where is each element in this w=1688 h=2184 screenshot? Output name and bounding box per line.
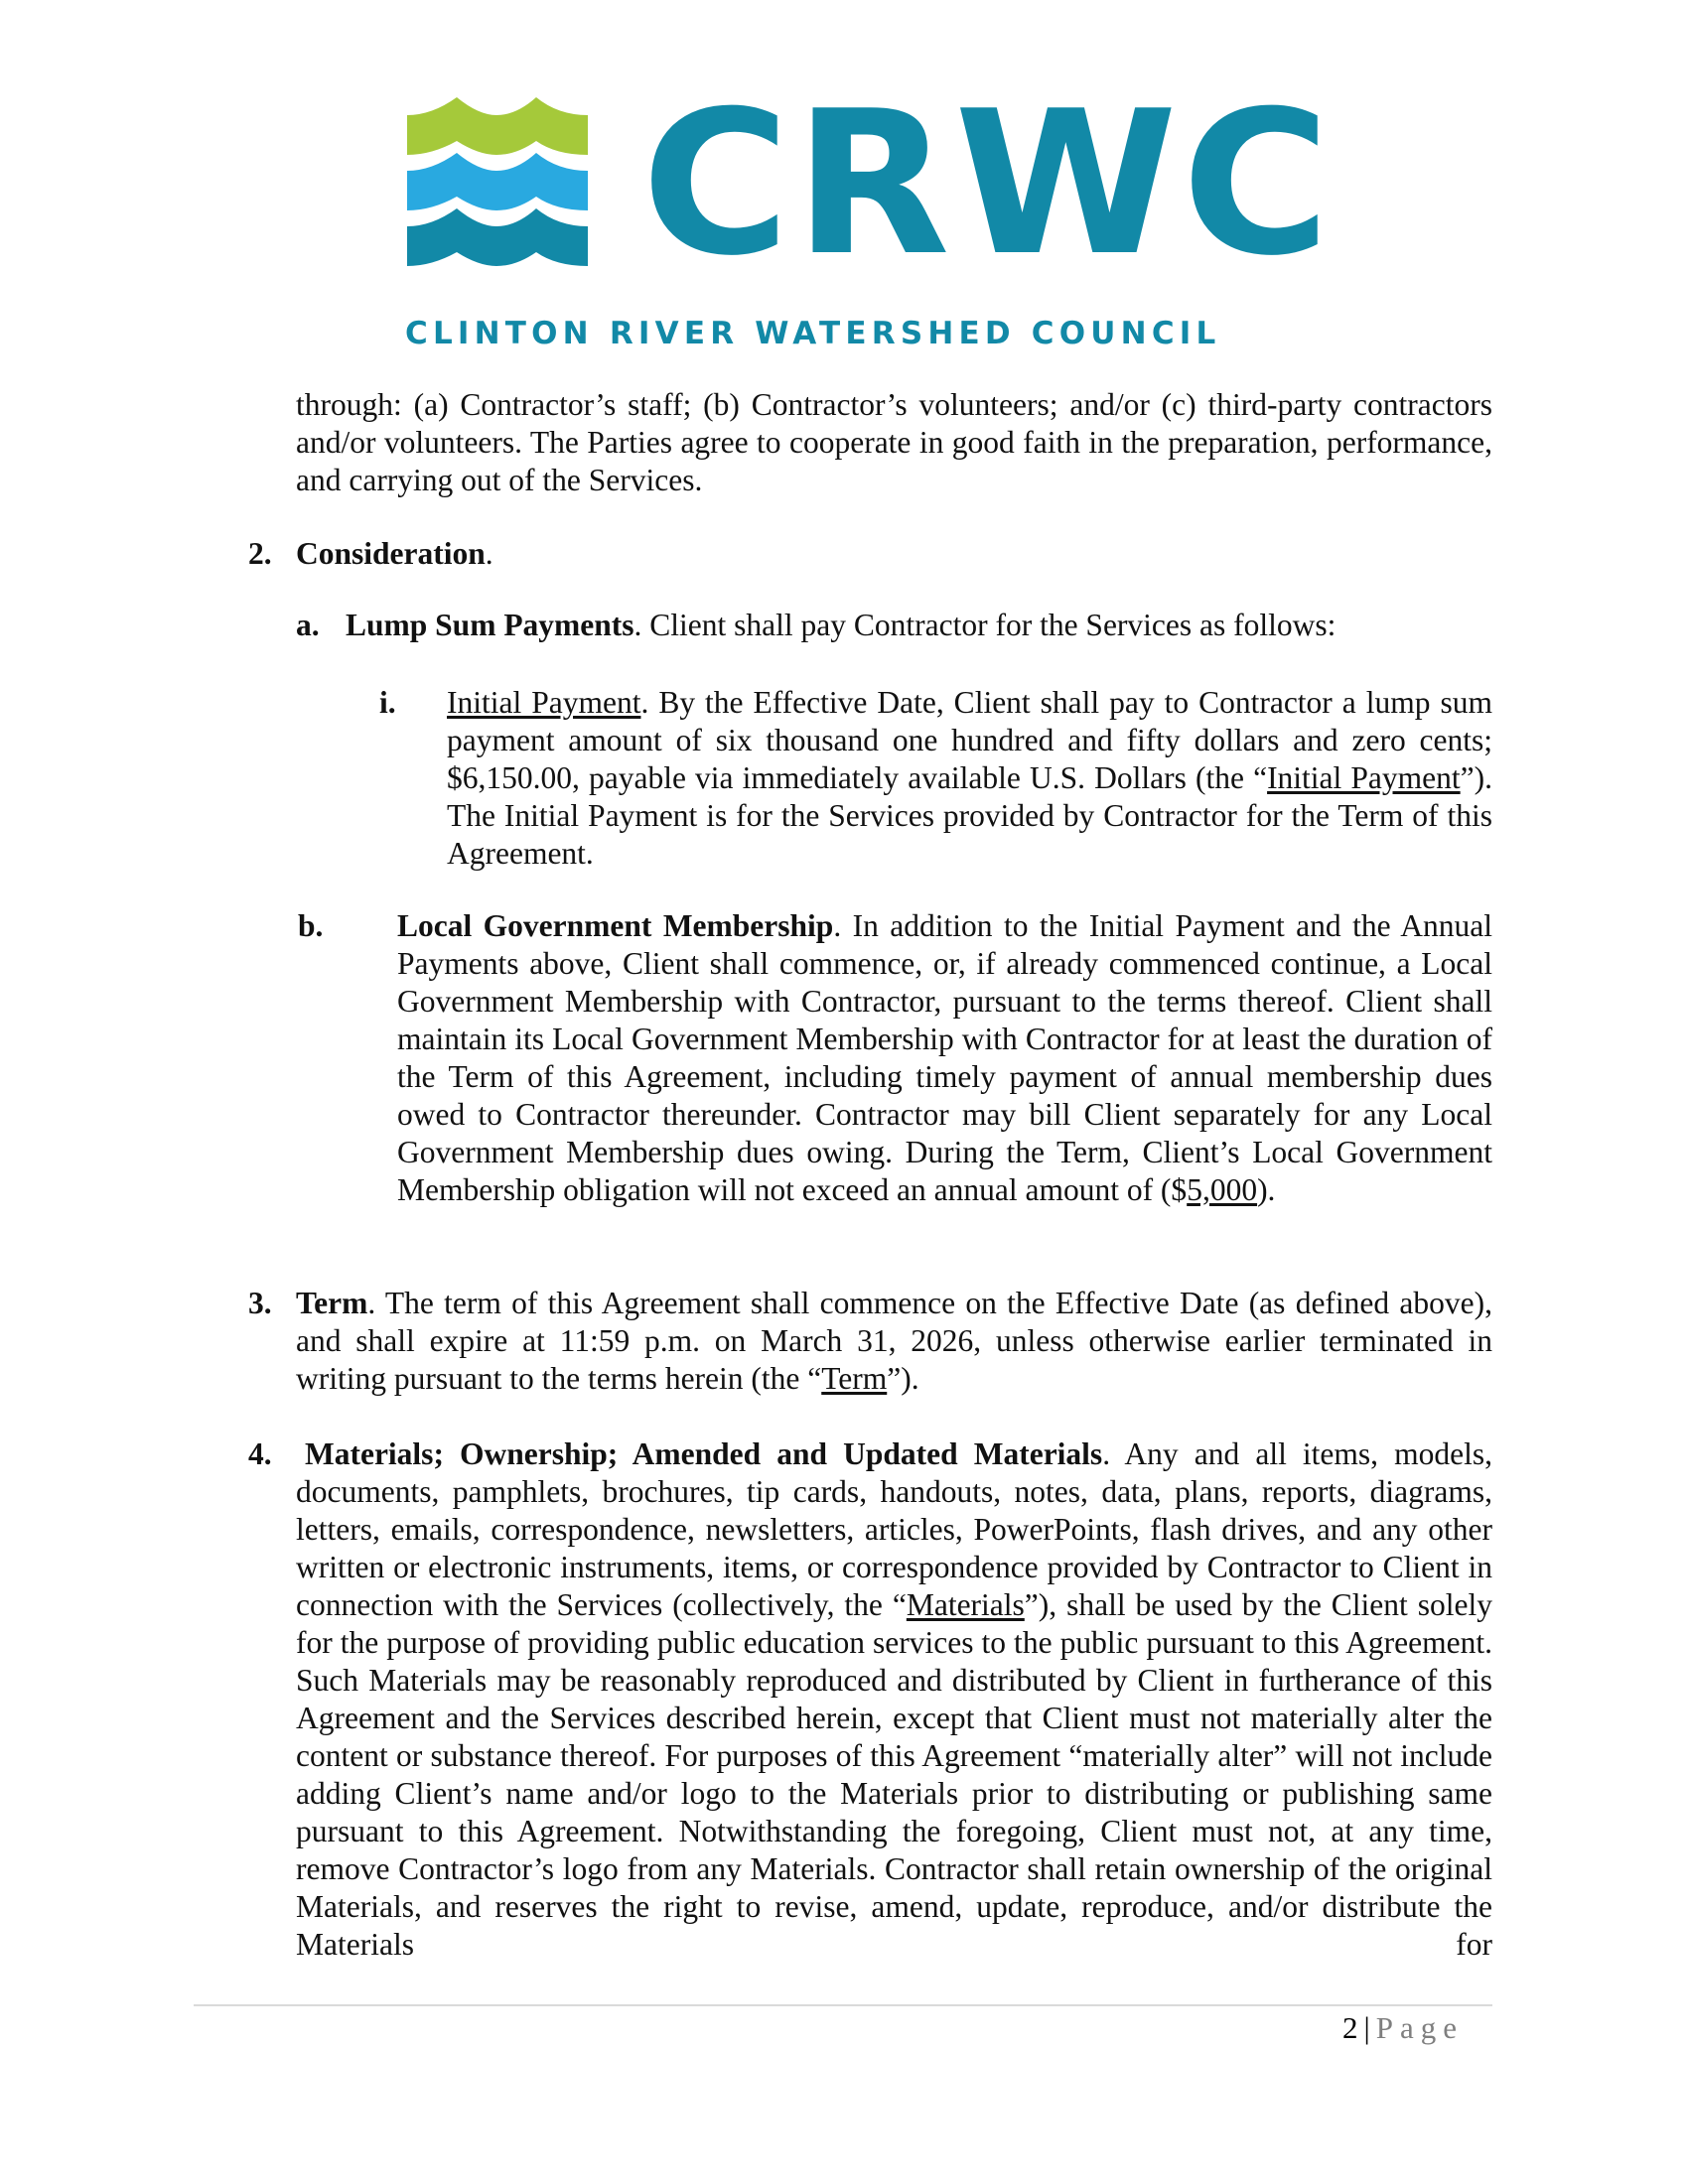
section-2ai-label: i. [379,685,396,720]
crwc-logo [405,68,1335,355]
section-2b-label: b. [298,908,324,943]
section-2a-label: a. [296,608,320,642]
section-3-number: 3. [248,1286,272,1320]
initial-payment-defined: Initial Payment [1267,760,1461,795]
section-4-title: Materials; Ownership; Amended and Updated Materials [305,1436,1103,1471]
waves-logo-icon [407,97,588,266]
section-3-title: Term [296,1286,368,1320]
initial-payment-term: Initial Payment [447,685,641,720]
section-2a-title: Lump Sum Payments [346,608,634,642]
section-2-heading: Consideration. [296,536,493,571]
membership-cap-amount: 5,000 [1187,1172,1258,1207]
section-3-paragraph: Term. The term of this Agreement shall commence on the Effective Date (as defined above), and shall expire at 11:59 p.m. on March 31, 2026, unless otherwise earlier terminated in writing pursuant to the terms herein (the “Term”). [296,1286,1492,1396]
section-2b-paragraph: Local Government Membership. In addition to the Initial Payment and the Annual Payments above, Client shall commence, or, if already commenced continue, a Local Government Membership with Contractor, pursuant to the terms thereof. Client shall maintain its Local Government Membership with Contractor for at least the duration of the Term of this Agreement, including timely payment of annual membership dues owed to Contractor thereunder. Contractor may bill Client separately for any Local Government Membership dues owing. During the Term, Client’s Local Government Membership obligation will not exceed an annual amount of ($5,000). [397,908,1492,1207]
materials-defined: Materials [906,1587,1025,1622]
page-number [1342,2009,1464,2047]
page-label: Page [1375,2010,1464,2045]
page-separator: | [1363,2010,1370,2045]
section-2b-title: Local Government Membership [397,908,834,943]
section-2-number: 2. [248,536,272,571]
section-2a-paragraph: Lump Sum Payments. Client shall pay Contractor for the Services as follows: [346,608,1336,642]
logo-tagline: CLINTON RIVER WATERSHED COUNCIL [405,316,1221,351]
continuation-paragraph: through: (a) Contractor’s staff; (b) Contractor’s volunteers; and/or (c) third-party contractors and/or volunteers. The Parties agree to cooperate in good faith in the preparation, performance, and carrying out of the Services. [296,387,1492,497]
section-2ai-paragraph: Initial Payment. By the Effective Date, Client shall pay to Contractor a lump sum payment amount of six thousand one hundred and fifty dollars and zero cents; $6,150.00, payable via immediately available U.S. Dollars (the “Initial Payment”). The Initial Payment is for the Services provided by Contractor for the Term of this Agreement. [447,685,1492,871]
term-defined: Term [821,1361,888,1396]
page-number-value: 2 [1342,2010,1358,2045]
section-4-paragraph: Materials; Ownership; Amended and Updated Materials. Any and all items, models, documents, pamphlets, brochures, tip cards, handouts, notes, data, plans, reports, diagrams, letters, emails, correspondence, newsletters, articles, PowerPoints, flash drives, and any other written or electronic instruments, items, or correspondence provided by Contractor to Client in connection with the Services (collectively, the “Materials”), shall be used by the Client solely for the purpose of providing public education services to the public pursuant to this Agreement. Such Materials may be reasonably reproduced and distributed by Client in furtherance of this Agreement and the Services described herein, except that Client must not materially alter the content or substance thereof. For purposes of this Agreement “materially alter” will not include adding Client’s name and/or logo to the Materials prior to distributing or publishing same pursuant to this Agreement. Notwithstanding the foregoing, Client must not, at any time, remove Contractor’s logo from any Materials. Contractor shall retain ownership of the original Materials, and reserves the right to revise, amend, update, reproduce, and/or distribute the Materials for [296,1436,1493,1962]
footer-divider [194,2004,1492,2006]
logo-wordmark: CRWC [641,68,1335,300]
section-2-title: Consideration [296,536,486,571]
section-4-number: 4. [248,1436,272,1471]
